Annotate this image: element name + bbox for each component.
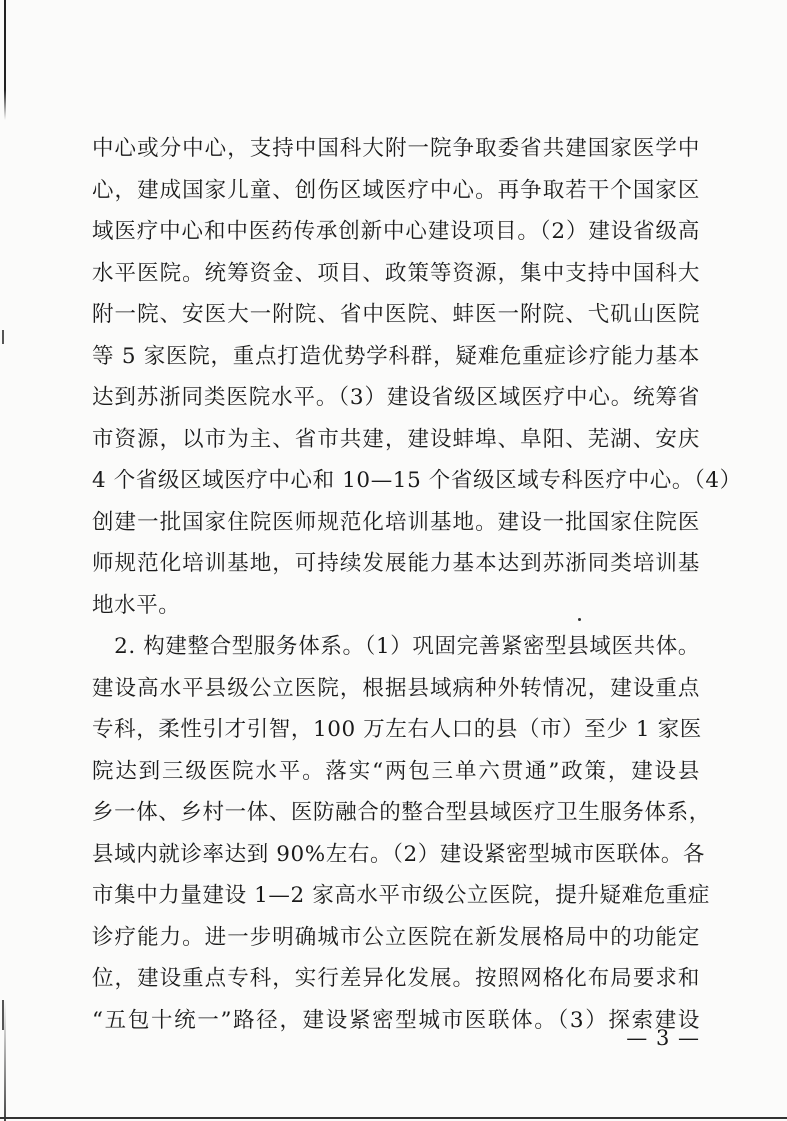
text-line: 市集中力量建设 1—2 家高水平市级公立医院，提升疑难危重症: [92, 883, 711, 908]
scan-bottom-edge: [0, 1117, 787, 1119]
page-number: — 3 —: [626, 1026, 700, 1050]
text-line: 建设高水平县级公立医院，根据县域病种外转情况，建设重点: [92, 675, 700, 701]
text-line: 市资源，以市为主、省市共建，建设蚌埠、阜阳、芜湖、安庆: [92, 426, 700, 452]
text-line: 师规范化培训基地，可持续发展能力基本达到苏浙同类培训基: [92, 551, 700, 576]
text-line: 等 5 家医院，重点打造优势学科群，疑难危重症诊疗能力基本: [92, 343, 700, 369]
text-line: 附一院、安医大一附院、省中医院、蚌医一附院、弋矶山医院: [92, 302, 700, 327]
text-line: 中心或分中心，支持中国科大附一院争取委省共建国家医学中: [92, 136, 700, 161]
text-line: 乡一体、乡村一体、医防融合的整合型县域医疗卫生服务体系，: [92, 800, 711, 825]
text-line: 地水平。: [92, 592, 181, 618]
text-line: “五包十统一”路径，建设紧密型城市医联体。（3）探索建设: [92, 1007, 700, 1033]
text-line: 院达到三级医院水平。落实“两包三单六贯通”政策，建设县: [92, 758, 700, 784]
text-line: 水平医院。统筹资金、项目、政策等资源，集中支持中国科大: [92, 260, 700, 286]
scan-speck: [578, 618, 581, 621]
scan-left-edge: [4, 0, 6, 1121]
text-line: 创建一批国家住院医师规范化培训基地。建设一批国家住院医: [92, 509, 700, 535]
scan-mark: [2, 1000, 4, 1030]
text-line: 县域内就诊率达到 90%左右。（2）建设紧密型城市医联体。各: [92, 841, 706, 867]
text-line: 4 个省级区域医疗中心和 10—15 个省级区域专科医疗中心。（4）: [92, 468, 742, 493]
text-line: 位，建设重点专科，实行差异化发展。按照网格化布局要求和: [92, 966, 700, 991]
text-line: 专科，柔性引才引智，100 万左右人口的县（市）至少 1 家医: [92, 717, 702, 742]
scan-mark: [2, 330, 4, 344]
paragraph-start-line: 2. 构建整合型服务体系。（1）巩固完善紧密型县域医共体。: [92, 634, 700, 659]
text-line: 诊疗能力。进一步明确城市公立医院在新发展格局中的功能定: [92, 924, 700, 950]
text-line: 达到苏浙同类医院水平。（3）建设省级区域医疗中心。统筹省: [92, 385, 700, 410]
document-body: [92, 128, 742, 1041]
text-line: 心，建成国家儿童、创伤区域医疗中心。再争取若干个国家区: [92, 177, 700, 203]
text-line: 域医疗中心和中医药传承创新中心建设项目。（2）建设省级高: [92, 219, 700, 244]
